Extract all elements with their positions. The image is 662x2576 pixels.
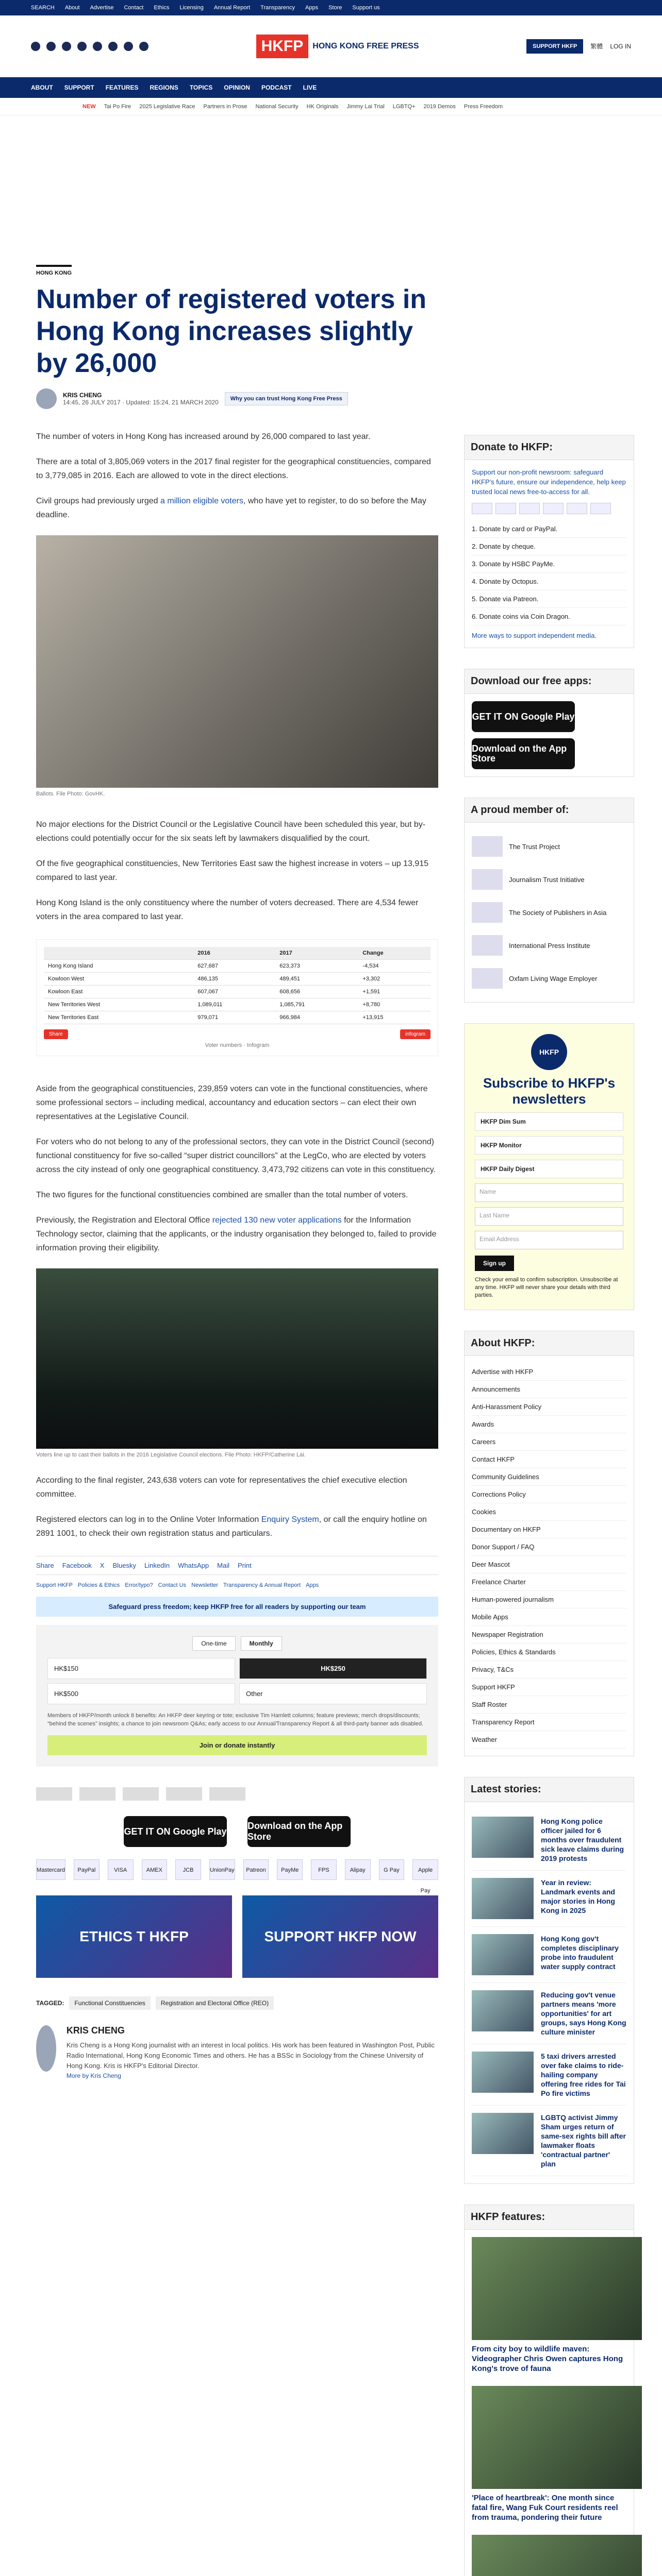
- paragraph: Previously, the Registration and Electoral Office rejected 130 new voter applications for the Information Technology sector, claiming that the applicants, or the industry organisation they belonged to, failed to provide information proving their eligibility.: [36, 1216, 437, 1252]
- paragraph: The number of voters in Hong Kong has increased around by 26,000 compared to last year.: [36, 432, 371, 441]
- donate-benefits: Members of HKFP/month unlock 8 benefits: An HKFP deer keyring or tote; exclusive Tim Hamlett columns; feature previews; merch drops/discounts; “behind the scenes” insights; a chance to join newsroom Q&As; early access to our Annual/Transparency Report & all third-party banner ads disabled.: [47, 1713, 424, 1727]
- about-link[interactable]: Human-powered journalism: [472, 1591, 626, 1608]
- donate-intro-link[interactable]: Support our non-profit newsroom: safeguard HKFP's future, ensure our independence, help keep trusted local news free-to-access for all.: [472, 468, 626, 496]
- feature-image: [472, 2386, 642, 2489]
- newsletter-option[interactable]: [475, 1136, 623, 1155]
- latest-story[interactable]: [472, 1927, 626, 1983]
- author-name[interactable]: KRIS CHENG: [63, 392, 102, 399]
- rejected-applications-link[interactable]: rejected 130 new voter applications: [212, 1216, 342, 1225]
- tag[interactable]: Functional Constituencies: [69, 1996, 150, 2010]
- trust-button[interactable]: Why you can trust Hong Kong Free Press: [225, 392, 348, 405]
- instagram-icon[interactable]: [62, 42, 71, 51]
- share-whatsapp-link[interactable]: WhatsApp: [178, 1562, 209, 1569]
- nav-item[interactable]: OPINION: [224, 84, 250, 91]
- table-cell: 608,656: [275, 986, 358, 998]
- nav-item[interactable]: FEATURES: [105, 84, 139, 91]
- feature-story[interactable]: [472, 2237, 626, 2374]
- donate-option[interactable]: 3. Donate by HSBC PayMe.: [472, 555, 626, 573]
- more-by-author-link[interactable]: More by Kris Cheng: [66, 2072, 121, 2079]
- donate-button[interactable]: Join or donate instantly: [47, 1735, 427, 1755]
- org-logo: [472, 869, 503, 890]
- tags-label: TAGGED:: [36, 1999, 64, 2007]
- donate-option[interactable]: 6. Donate coins via Coin Dragon.: [472, 608, 626, 625]
- table-cell: 1,089,011: [193, 998, 275, 1011]
- email-address-input[interactable]: Email Address: [475, 1231, 623, 1249]
- payment-patreon-icon: Patreon: [243, 1859, 269, 1880]
- table-header: [44, 947, 193, 960]
- about-link[interactable]: Donor Support / FAQ: [472, 1538, 626, 1556]
- bio-name: KRIS CHENG: [66, 2025, 125, 2036]
- donate-tabs: [47, 1636, 427, 1651]
- paypal-icon: [495, 503, 516, 514]
- support-button[interactable]: SUPPORT HKFP: [526, 39, 583, 54]
- about-link[interactable]: Support HKFP: [472, 1679, 626, 1696]
- story-title: 5 taxi drivers arrested over fake claims to ride-hailing company offering free rides for Tai Po fire victims: [541, 2052, 626, 2097]
- org-logo: [472, 935, 503, 956]
- member-org[interactable]: [472, 830, 626, 863]
- payment-unionpay-icon: UnionPay: [209, 1859, 235, 1880]
- trust-project-logo[interactable]: [36, 1787, 72, 1801]
- about-link[interactable]: Transparency Report: [472, 1714, 626, 1731]
- hkfp-badge: HKFP: [531, 1034, 567, 1070]
- about-link[interactable]: Documentary on HKFP: [472, 1521, 626, 1538]
- nav-item[interactable]: LIVE: [303, 84, 317, 91]
- nav-item[interactable]: PODCAST: [261, 84, 292, 91]
- trending-label: NEW: [82, 103, 96, 110]
- newsletter-name: HKFP Daily Digest: [481, 1165, 535, 1173]
- payment-amex-icon: AMEX: [142, 1859, 168, 1880]
- table-row: [44, 998, 431, 1011]
- trending-link[interactable]: National Security: [255, 103, 299, 110]
- enquiry-system-link[interactable]: Enquiry System: [261, 1515, 319, 1524]
- table-header: 2016: [193, 947, 275, 960]
- org-logo: [472, 836, 503, 857]
- member-box: [464, 798, 634, 1003]
- about-link[interactable]: Awards: [472, 1416, 626, 1433]
- amount-option[interactable]: Other: [239, 1683, 427, 1704]
- box-title: HKFP features:: [465, 2205, 634, 2230]
- topbar-link[interactable]: Licensing: [179, 5, 204, 11]
- about-link[interactable]: Contact HKFP: [472, 1451, 626, 1468]
- nav-item[interactable]: TOPICS: [189, 84, 213, 91]
- visa-icon: [519, 503, 540, 514]
- feature-title: 'Place of heartbreak': One month since fatal fire, Wang Fuk Court residents reel from trauma, pondering their future: [472, 2494, 618, 2522]
- feature-image: [472, 2237, 642, 2340]
- payment-paypal-icon: PayPal: [74, 1859, 100, 1880]
- donate-option[interactable]: 5. Donate via Patreon.: [472, 590, 626, 608]
- about-link[interactable]: Weather: [472, 1731, 626, 1749]
- table-cell: Hong Kong Island: [44, 960, 193, 973]
- member-org[interactable]: [472, 896, 626, 929]
- about-link[interactable]: Staff Roster: [472, 1696, 626, 1714]
- jti-logo[interactable]: [79, 1787, 115, 1801]
- sign-up-button[interactable]: Sign up: [475, 1256, 514, 1271]
- table-cell: Kowloon West: [44, 973, 193, 986]
- trending-link[interactable]: 2019 Demos: [423, 103, 456, 110]
- table-cell: +1,591: [358, 986, 431, 998]
- about-link[interactable]: Advertise with HKFP: [472, 1363, 626, 1381]
- feature-story[interactable]: [472, 2535, 626, 2576]
- trending-link[interactable]: Press Freedom: [464, 103, 503, 110]
- story-title: Hong Kong police officer jailed for 6 months over fraudulent sick leave claims during 2019 protests: [541, 1817, 624, 1862]
- box-title: Latest stories:: [465, 1777, 634, 1802]
- box-title: About HKFP:: [465, 1331, 634, 1356]
- share-embed-button[interactable]: Share: [44, 1029, 68, 1039]
- newsletter-option[interactable]: [475, 1160, 623, 1178]
- footer-link[interactable]: Error/typo?: [125, 1582, 153, 1588]
- article-category[interactable]: HONG KONG: [36, 265, 72, 276]
- feature-title: From city boy to wildlife maven: Videographer Chris Owen captures Hong Kong's trove of fauna: [472, 2345, 623, 2373]
- payment-jcb-icon: JCB: [175, 1859, 201, 1880]
- latest-box: [464, 1777, 634, 2184]
- nav-item[interactable]: REGIONS: [150, 84, 178, 91]
- table-header: Change: [358, 947, 431, 960]
- payment-apple-pay-icon: Apple Pay: [412, 1859, 438, 1880]
- table-cell: +8,780: [358, 998, 431, 1011]
- ethics-promo[interactable]: ETHICS T HKFP: [36, 1895, 232, 1978]
- table-cell: +3,302: [358, 973, 431, 986]
- about-link[interactable]: Freelance Charter: [472, 1573, 626, 1591]
- donate-amounts: [47, 1658, 427, 1704]
- trending-link[interactable]: Jimmy Lai Trial: [346, 103, 385, 110]
- share-bar: [36, 1556, 438, 1575]
- member-badges: [36, 1787, 438, 1801]
- about-link[interactable]: Newspaper Registration: [472, 1626, 626, 1643]
- amount-option[interactable]: HK$500: [47, 1683, 235, 1704]
- topbar-link[interactable]: Advertise: [90, 5, 114, 11]
- org-logo: [472, 968, 503, 989]
- avatar: [36, 388, 57, 409]
- member-org[interactable]: [472, 929, 626, 962]
- org-name: International Press Institute: [509, 941, 590, 950]
- footer-link[interactable]: Newsletter: [191, 1582, 219, 1588]
- bio-text: Kris Cheng is a Hong Kong journalist with an interest in local politics. His work has been featured in Washington Post, Public Radio International, Hong Kong Economic Times and others. He has a BSSc in Sociology from the Chinese University of Hong Kong. Kris is HKFP's Editorial Director.: [66, 2041, 435, 2070]
- paragraph: The two figures for the functional constituencies combined are smaller than the total number of voters.: [36, 1191, 408, 1199]
- payment-payme-icon: PayMe: [277, 1859, 303, 1880]
- payment-g-pay-icon: G Pay: [379, 1859, 405, 1880]
- trending-items: [104, 104, 503, 110]
- org-logo: [472, 902, 503, 923]
- share-facebook-link[interactable]: Facebook: [62, 1562, 92, 1569]
- box-title: Donate to HKFP:: [465, 435, 634, 460]
- app-store-button[interactable]: Download on the App Store: [247, 1816, 351, 1847]
- org-name: The Society of Publishers in Asia: [509, 908, 607, 917]
- table-cell: 1,085,791: [275, 998, 358, 1011]
- latest-story[interactable]: [472, 2044, 626, 2106]
- feature-image: [472, 2535, 642, 2576]
- story-thumbnail: [472, 1934, 534, 1975]
- about-link[interactable]: Mobile Apps: [472, 1608, 626, 1626]
- about-link[interactable]: Anti-Harassment Policy: [472, 1398, 626, 1416]
- paragraph: Hong Kong Island is the only constituency where the number of voters decreased. There are 4,534 fewer voters in the area compared to last year.: [36, 899, 419, 921]
- paragraph: Aside from the geographical constituencies, 239,859 voters can vote in the functional constituencies, where some professional sectors – including medical, accountancy and education sectors – can elect their own representatives at the Legislative Council.: [36, 1084, 428, 1121]
- topbar-link[interactable]: Apps: [305, 5, 319, 11]
- photo-caption: Voters line up to cast their ballots in the 2016 Legislative Council elections. File Photo: HKFP/Catherine Lai.: [36, 1452, 306, 1458]
- social-links: [31, 42, 148, 51]
- topbar-link[interactable]: Ethics: [154, 5, 170, 11]
- youtube-icon[interactable]: [93, 42, 102, 51]
- paragraph: Civil groups had previously urged a million eligible voters, who have yet to register, to do so before the May deadline.: [36, 497, 426, 519]
- donate-option[interactable]: 4. Donate by Octopus.: [472, 573, 626, 590]
- infogram-badge[interactable]: infogram: [400, 1029, 431, 1039]
- latest-story[interactable]: [472, 1983, 626, 2044]
- feature-story[interactable]: [472, 2386, 626, 2522]
- payment-methods: [36, 1859, 438, 1894]
- name-input[interactable]: Name: [475, 1183, 623, 1202]
- paragraph: Of the five geographical constituencies, New Territories East saw the highest increase in voters – up 13,915 compared to last year.: [36, 859, 429, 882]
- trending-link[interactable]: Tai Po Fire: [104, 103, 131, 110]
- last-name-input[interactable]: Last Name: [475, 1207, 623, 1226]
- latest-story[interactable]: [472, 1871, 626, 1927]
- org-name: Oxfam Living Wage Employer: [509, 974, 598, 982]
- about-link[interactable]: Careers: [472, 1433, 626, 1451]
- story-thumbnail: [472, 1990, 534, 2031]
- latest-story[interactable]: [472, 1809, 626, 1871]
- paragraph: There are a total of 3,805,069 voters in the 2017 final register for the geographical constituencies, compared to 3,779,085 in 2016. Each are allowed to vote in the direct elections.: [36, 457, 431, 480]
- payment-fps-icon: FPS: [311, 1859, 337, 1880]
- box-title: Download our free apps:: [465, 669, 634, 694]
- trending-nav: [0, 98, 662, 115]
- share-bluesky-link[interactable]: Bluesky: [112, 1562, 136, 1569]
- story-thumbnail: [472, 1817, 534, 1858]
- mastodon-icon[interactable]: [139, 42, 148, 51]
- trending-link[interactable]: HK Originals: [306, 103, 339, 110]
- table-row: [44, 1011, 431, 1024]
- features-box: [464, 2205, 634, 2576]
- table-cell: 623,373: [275, 960, 358, 973]
- google-play-button[interactable]: GET IT ON Google Play: [472, 701, 575, 732]
- table-cell: New Territories East: [44, 1011, 193, 1024]
- table-cell: 966,984: [275, 1011, 358, 1024]
- box-title: A proud member of:: [465, 798, 634, 823]
- table-cell: 979,071: [193, 1011, 275, 1024]
- story-title: Year in review: Landmark events and major stories in Hong Kong in 2025: [541, 1878, 615, 1914]
- nav-item[interactable]: ABOUT: [31, 84, 53, 91]
- about-box: [464, 1331, 634, 1756]
- table-header: 2017: [275, 947, 358, 960]
- topbar-link[interactable]: Transparency: [260, 5, 295, 11]
- topbar-link[interactable]: Support us: [352, 5, 380, 11]
- bluesky-icon[interactable]: [124, 42, 133, 51]
- table-cell: 607,067: [193, 986, 275, 998]
- promo-banners: [36, 1895, 438, 1978]
- payment-visa-icon: VISA: [108, 1859, 134, 1880]
- donate-option[interactable]: 2. Donate by cheque.: [472, 538, 626, 555]
- footer-link[interactable]: Policies & Ethics: [77, 1582, 120, 1588]
- donate-tab[interactable]: Monthly: [241, 1636, 282, 1651]
- ipi-logo[interactable]: [166, 1787, 202, 1801]
- newsletter-name: HKFP Monitor: [481, 1142, 522, 1149]
- voters-queue-photo: [36, 1268, 438, 1449]
- table-cell: New Territories West: [44, 998, 193, 1011]
- newsletter-name: HKFP Dim Sum: [481, 1118, 526, 1125]
- linkedin-icon[interactable]: [108, 42, 118, 51]
- topbar-link[interactable]: Store: [328, 5, 342, 11]
- app-store-links: [36, 1816, 438, 1847]
- table-cell: 486,135: [193, 973, 275, 986]
- site-header: [0, 15, 662, 77]
- byline: [36, 388, 438, 409]
- jcb-icon: [567, 503, 587, 514]
- table-cell: 489,451: [275, 973, 358, 986]
- oxfam-logo[interactable]: [209, 1787, 245, 1801]
- login-link[interactable]: LOG IN: [610, 42, 631, 50]
- trending-link[interactable]: 2025 Legislative Race: [139, 103, 195, 110]
- about-link[interactable]: Deer Mascot: [472, 1556, 626, 1573]
- language-switch[interactable]: 繁體: [590, 43, 603, 50]
- voter-table: [44, 947, 431, 1024]
- share-mail-link[interactable]: Mail: [217, 1562, 229, 1569]
- more-ways-link[interactable]: More ways to support independent media.: [472, 632, 597, 639]
- story-title: Reducing gov't venue partners means 'more opportunities' for art groups, says Hong Kong culture minister: [541, 1991, 626, 2036]
- table-cell: -4,534: [358, 960, 431, 973]
- voter-table-embed: [36, 939, 438, 1056]
- payment-mastercard-icon: Mastercard: [36, 1859, 65, 1880]
- amex-icon: [543, 503, 564, 514]
- about-link[interactable]: Corrections Policy: [472, 1486, 626, 1503]
- story-title: LGBTQ activist Jimmy Sham urges return of same-sex rights bill after lawmaker floats 'contractual partner' plan: [541, 2113, 626, 2168]
- trending-link[interactable]: Partners in Prose: [203, 103, 247, 110]
- photo-caption: Ballots. File Photo: GovHK.: [36, 791, 105, 797]
- top-utility-bar: [0, 0, 662, 15]
- article: [36, 115, 438, 2576]
- newsletter-option[interactable]: [475, 1112, 623, 1131]
- paragraph: No major elections for the District Council or the Legislative Council have been scheduled this year, but by-elections could potentially occur for the six seats left by lawmakers disqualified by the court.: [36, 820, 426, 843]
- sidebar: [464, 115, 634, 2576]
- article-title: Number of registered voters in Hong Kong increases slightly by 26,000: [36, 284, 427, 378]
- table-row: [44, 960, 431, 973]
- apps-box: [464, 669, 634, 777]
- newsletter-title: Subscribe to HKFP's newsletters: [483, 1075, 616, 1107]
- about-link[interactable]: Privacy, T&Cs: [472, 1661, 626, 1679]
- support-promo[interactable]: SUPPORT HKFP NOW: [242, 1895, 438, 1978]
- story-thumbnail: [472, 2052, 534, 2093]
- share-linkedin-link[interactable]: LinkedIn: [144, 1562, 170, 1569]
- newsletter-box: [464, 1023, 634, 1310]
- share-x-link[interactable]: X: [100, 1562, 105, 1569]
- member-org[interactable]: [472, 962, 626, 995]
- about-link[interactable]: Community Guidelines: [472, 1468, 626, 1486]
- story-thumbnail: [472, 1878, 534, 1919]
- app-store-button[interactable]: Download on the App Store: [472, 738, 575, 769]
- share-print-link[interactable]: Print: [237, 1562, 252, 1569]
- about-link[interactable]: Cookies: [472, 1503, 626, 1521]
- paragraph: For voters who do not belong to any of the professional sectors, they can vote in the District Council (second) functional constituency for five so-called “super district councillors” at the LegCo, who are elected by voters across the city instead of only one geographical constituency. 3,473,792 citizens can vote in this constituency.: [36, 1138, 436, 1174]
- site-logo[interactable]: HKFP HONG KONG FREE PRESS: [256, 35, 419, 58]
- table-cell: Kowloon East: [44, 986, 193, 998]
- table-cell: 627,687: [193, 960, 275, 973]
- payment-alipay-icon: Alipay: [345, 1859, 371, 1880]
- safeguard-banner: Safeguard press freedom; keep HKFP free for all readers by supporting our team: [36, 1597, 438, 1617]
- donate-tab[interactable]: One-time: [192, 1636, 235, 1651]
- latest-story[interactable]: [472, 2106, 626, 2176]
- member-org[interactable]: [472, 863, 626, 896]
- patreon-icon: [590, 503, 611, 514]
- author-bio: [36, 2025, 438, 2079]
- table-row: [44, 986, 431, 998]
- threads-icon[interactable]: [77, 42, 87, 51]
- about-link[interactable]: Policies, Ethics & Standards: [472, 1643, 626, 1661]
- donate-option[interactable]: 1. Donate by card or PayPal.: [472, 520, 626, 538]
- trending-link[interactable]: LGBTQ+: [392, 103, 416, 110]
- avatar: [36, 2025, 56, 2072]
- header-actions: [526, 39, 631, 54]
- article-dates: 14:45, 26 JULY 2017 · Updated: 15:24, 21 MARCH 2020: [63, 399, 219, 406]
- facebook-icon[interactable]: [31, 42, 40, 51]
- org-name: Journalism Trust Initiative: [509, 875, 585, 884]
- topbar-link[interactable]: About: [64, 5, 80, 11]
- newsletter-note: Check your email to confirm subscription. Unsubscribe at any time. HKFP will never share your details with third parties.: [475, 1277, 618, 1298]
- donate-box: [464, 435, 634, 648]
- table-row: [44, 973, 431, 986]
- mastercard-icon: [472, 503, 492, 514]
- sopa-logo[interactable]: [123, 1787, 159, 1801]
- topbar-link[interactable]: SEARCH: [31, 5, 55, 11]
- main-nav: [0, 77, 662, 98]
- about-link[interactable]: Announcements: [472, 1381, 626, 1398]
- article-footer-links: [36, 1582, 438, 1588]
- footer-link[interactable]: Apps: [306, 1582, 319, 1588]
- x-icon[interactable]: [46, 42, 56, 51]
- tag[interactable]: Registration and Electoral Office (REO): [156, 1996, 274, 2010]
- story-thumbnail: [472, 2113, 534, 2154]
- eligible-voters-link[interactable]: a million eligible voters: [160, 497, 243, 505]
- tags: [36, 1996, 438, 2010]
- google-play-button[interactable]: GET IT ON Google Play: [124, 1816, 227, 1847]
- topbar-link[interactable]: Contact: [124, 5, 144, 11]
- ballots-photo: [36, 535, 438, 788]
- paragraph: Registered electors can log in to the Online Voter Information Enquiry System, or call the enquiry hotline on 2891 1001, to check their own registration status and particulars.: [36, 1515, 427, 1538]
- org-name: The Trust Project: [509, 842, 560, 851]
- amount-option[interactable]: HK$150: [47, 1658, 235, 1679]
- amount-option[interactable]: HK$250: [239, 1658, 427, 1679]
- donate-widget: [36, 1625, 438, 1767]
- footer-link[interactable]: Contact Us: [158, 1582, 187, 1588]
- footer-link[interactable]: Transparency & Annual Report: [223, 1582, 301, 1588]
- footer-link[interactable]: Support HKFP: [36, 1582, 73, 1588]
- topbar-link[interactable]: Annual Report: [213, 5, 251, 11]
- nav-item[interactable]: SUPPORT: [64, 84, 94, 91]
- paragraph: According to the final register, 243,638 voters can vote for representatives the chief executive election committee.: [36, 1476, 407, 1499]
- share-share-link[interactable]: Share: [36, 1562, 54, 1569]
- story-title: Hong Kong gov't completes disciplinary probe into fraudulent water supply contract: [541, 1935, 619, 1971]
- embed-note: Voter numbers · Infogram: [205, 1042, 270, 1048]
- table-cell: +13,915: [358, 1011, 431, 1024]
